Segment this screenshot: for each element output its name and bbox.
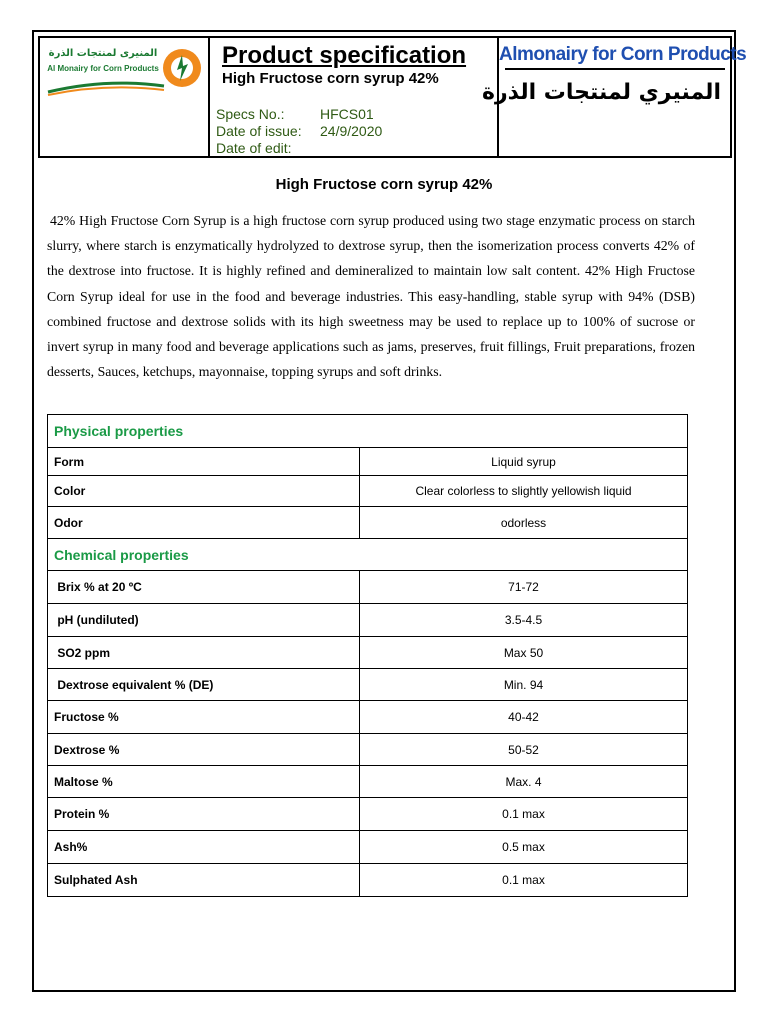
header-table (38, 36, 747, 158)
properties-table (47, 414, 688, 897)
property-value: Max. 4 (360, 766, 688, 798)
spec-sheet-page (32, 30, 747, 992)
date-of-edit-row (216, 140, 320, 156)
property-value: Clear colorless to slightly yellowish liquid (360, 476, 688, 507)
physical-properties-heading: Physical properties (48, 415, 688, 448)
property-value: 50-52 (360, 734, 688, 766)
document-title: High Fructose corn syrup 42% (275, 176, 493, 193)
table-row (48, 507, 688, 539)
property-name: SO2 ppm (48, 637, 360, 669)
brand-english-name: Almonairy for Corn Products (499, 44, 747, 65)
date-of-issue-row (216, 123, 382, 139)
product-description: 42% High Fructose Corn Syrup is a high fructose corn syrup produced using two stage enzymatic process on starch slurry, where starch is enzymatically hydrolyzed to dextrose syrup, then the isomerization process converts 42% of the dextrose into fructose. It is highly refined and demineralized to maintain low salt content. 42% High Fructose Corn Syrup ideal for use in the food and beverage industries. This easy-handling, stable syrup with 94% (DSB) combined fructose and dextrose solids with its high sweetness may be used to replace up to 100% of sucrose or invert syrup in many food and beverage applications such as jams, preserves, fruit fillings, Fruit preparations, frozen desserts, Sauces, ketchups, mayonnaise, topping syrups and soft drinks. (47, 213, 695, 380)
property-name: Color (48, 476, 360, 507)
date-of-issue-label: Date of issue: (216, 123, 302, 139)
property-value: 3.5-4.5 (360, 604, 688, 637)
brand-cell (481, 38, 747, 156)
table-row (48, 864, 688, 897)
brand-arabic-name: المنيري لمنتجات الذرة (481, 80, 721, 105)
table-row (48, 831, 688, 864)
product-subtitle: High Fructose corn syrup 42% (222, 70, 439, 87)
property-value: 0.5 max (360, 831, 688, 864)
logo-arabic-text: المنيرى لمنتجات الذرة (48, 48, 158, 59)
logo-english-text: Al Monairy for Corn Products (47, 64, 159, 73)
logo-swoosh-icon (46, 76, 166, 96)
table-row (48, 766, 688, 798)
section-header-row (48, 415, 688, 448)
corn-logo-icon (160, 46, 204, 90)
properties-table-body (48, 415, 688, 897)
specs-no-row (216, 106, 374, 122)
property-value: Min. 94 (360, 669, 688, 701)
property-value: 40-42 (360, 701, 688, 734)
property-name: Protein % (48, 798, 360, 831)
property-name: Dextrose % (48, 734, 360, 766)
date-of-issue-value: 24/9/2020 (320, 123, 383, 139)
specs-no-label: Specs No.: (216, 106, 285, 122)
table-row (48, 734, 688, 766)
table-row (48, 476, 688, 507)
table-row (48, 701, 688, 734)
brand-underline (505, 68, 725, 70)
table-row (48, 798, 688, 831)
table-row (48, 604, 688, 637)
property-name: Fructose % (48, 701, 360, 734)
table-row (48, 571, 688, 604)
company-logo (40, 38, 210, 156)
date-of-edit-label: Date of edit: (216, 140, 292, 156)
table-row (48, 669, 688, 701)
property-value: 0.1 max (360, 798, 688, 831)
specs-no-value: HFCS01 (320, 106, 374, 122)
property-name: Sulphated Ash (48, 864, 360, 897)
table-row (48, 448, 688, 476)
property-name: Brix % at 20 ºC (48, 571, 360, 604)
property-name: Form (48, 448, 360, 476)
chemical-properties-heading: Chemical properties (48, 539, 688, 571)
property-value: 71-72 (360, 571, 688, 604)
page-title: Product specification (222, 42, 467, 69)
property-value: odorless (360, 507, 688, 539)
specification-cell (210, 38, 499, 156)
property-name: Ash% (48, 831, 360, 864)
table-row (48, 637, 688, 669)
property-name: Dextrose equivalent % (DE) (48, 669, 360, 701)
property-name: Odor (48, 507, 360, 539)
section-header-row (48, 539, 688, 571)
property-value: Max 50 (360, 637, 688, 669)
property-name: Maltose % (48, 766, 360, 798)
property-name: pH (undiluted) (48, 604, 360, 637)
property-value: Liquid syrup (360, 448, 688, 476)
property-value: 0.1 max (360, 864, 688, 897)
